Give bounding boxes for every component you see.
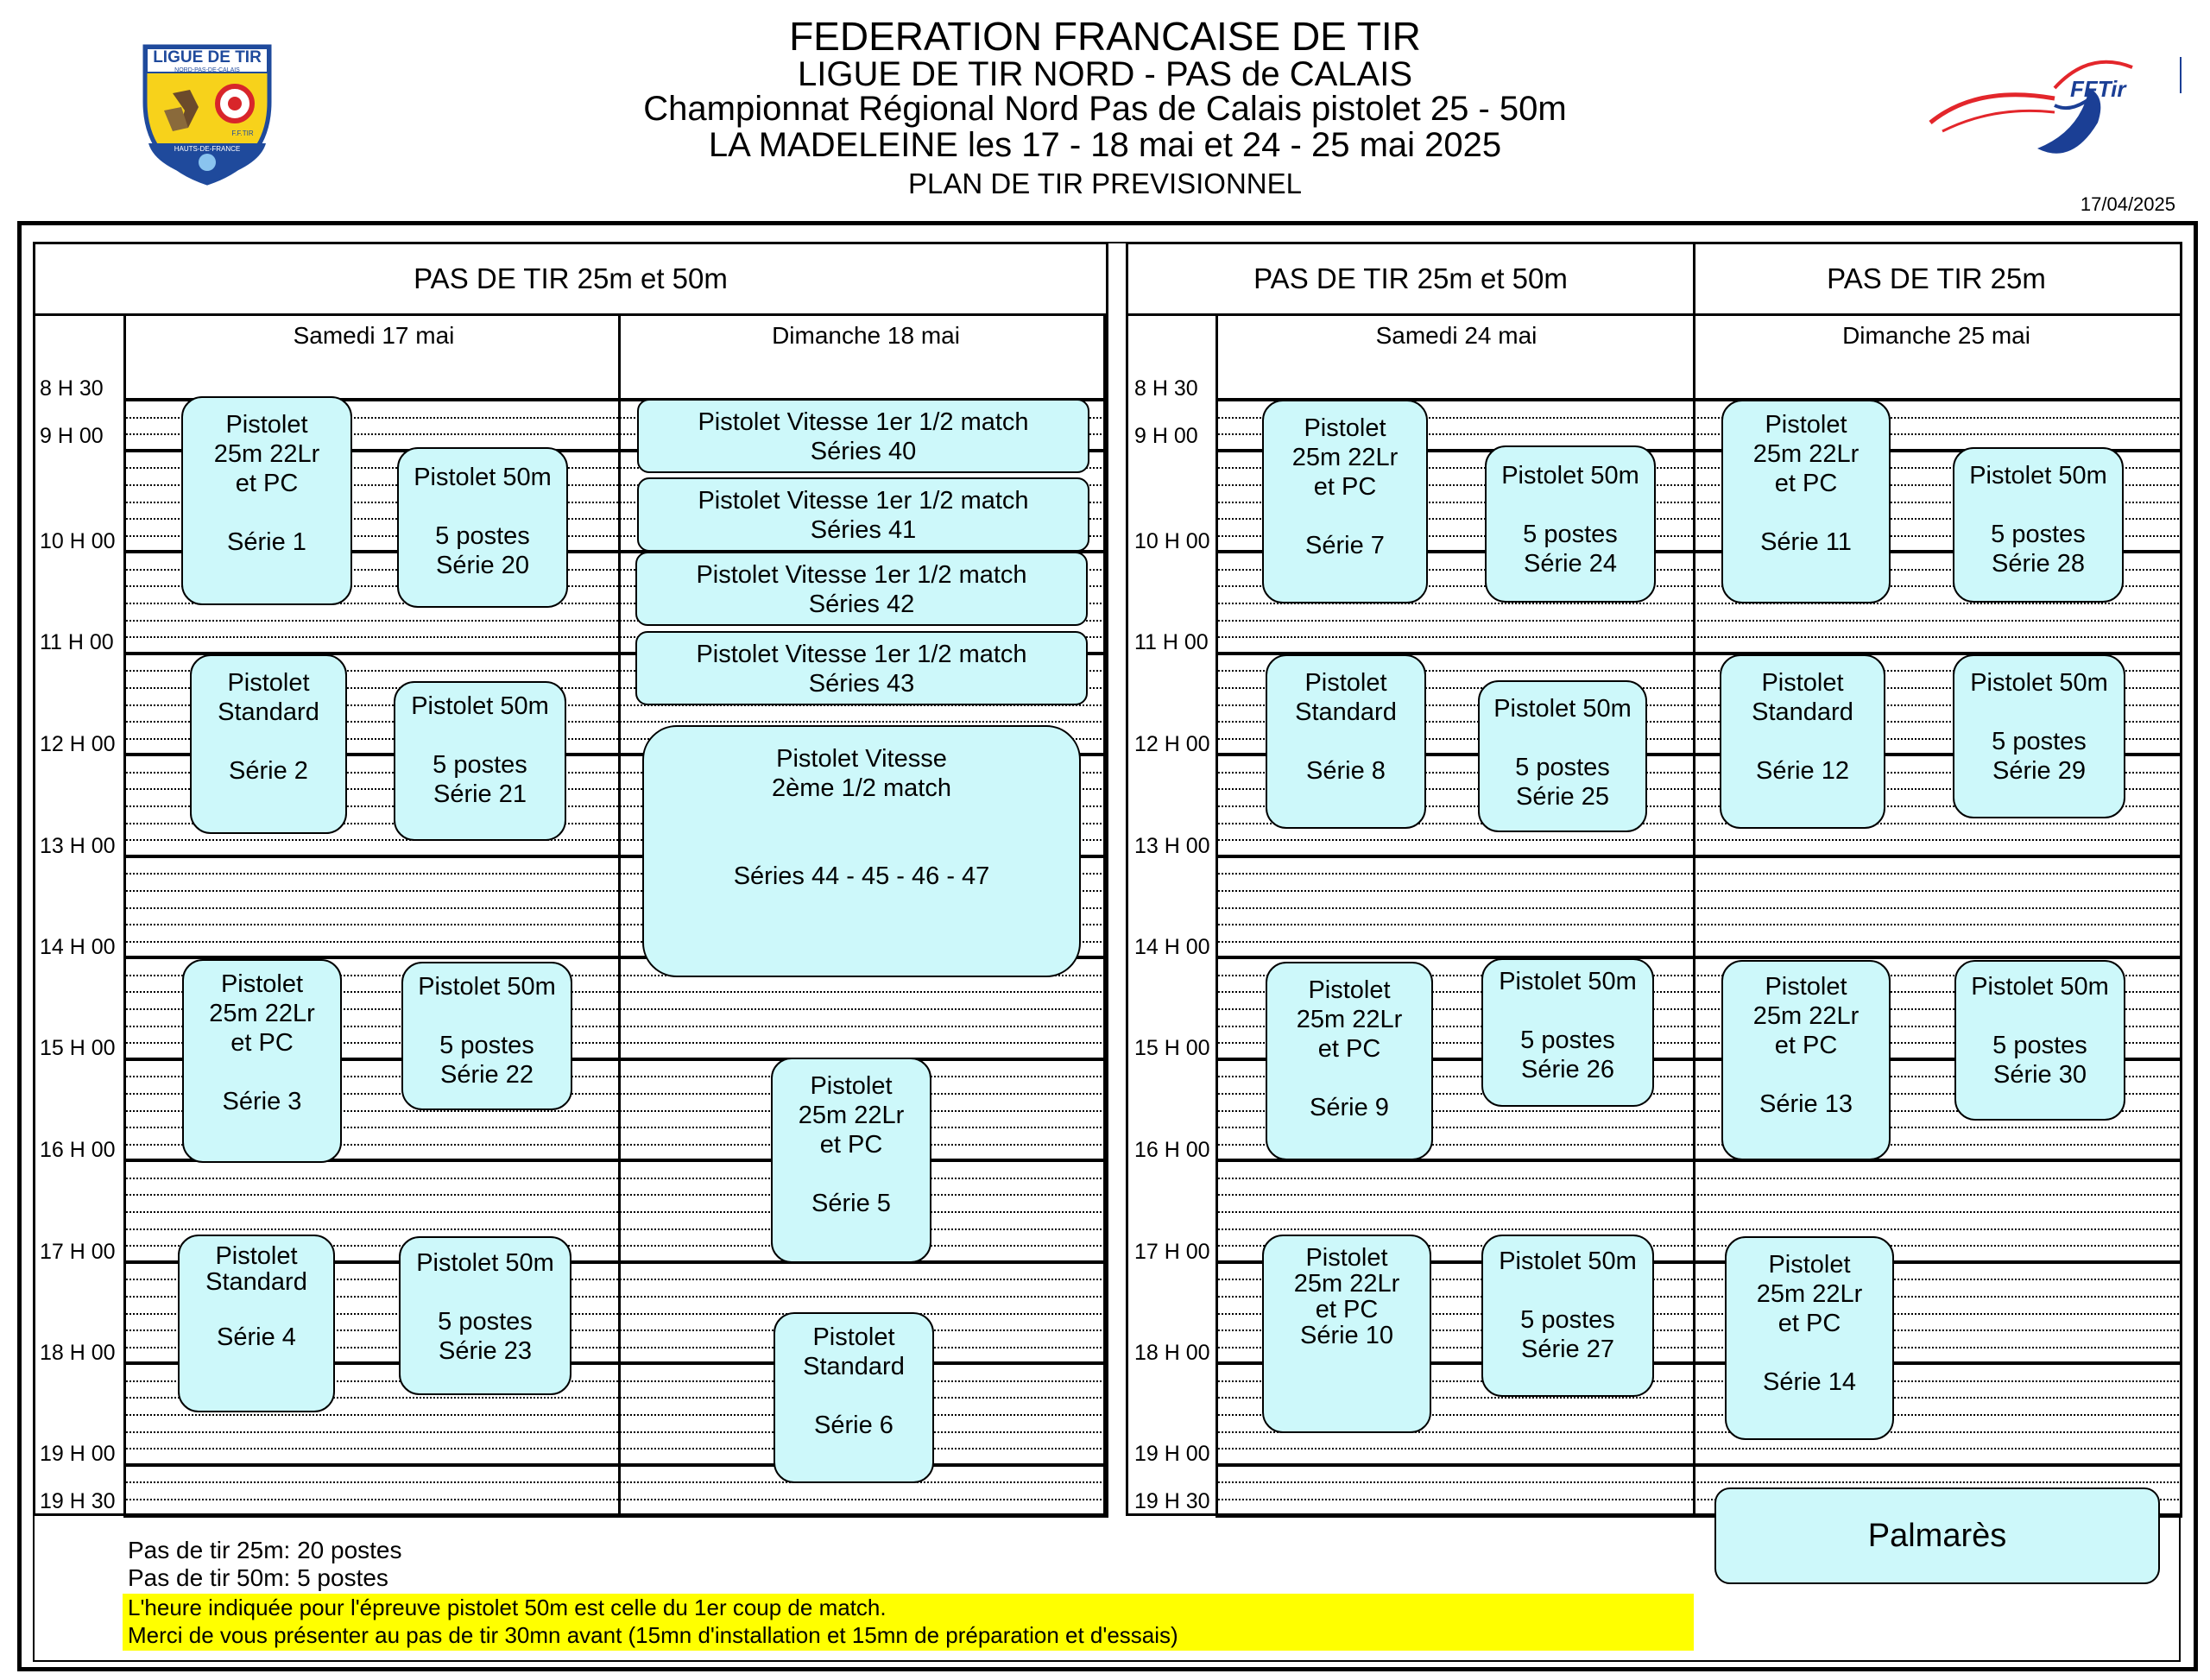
- event-serie-9[interactable]: [1266, 962, 1433, 1160]
- time-label: 19 H 30: [1134, 1489, 1210, 1513]
- time-label: 12 H 00: [1134, 732, 1210, 756]
- event-line: 25m 22Lr: [213, 440, 320, 468]
- event-line: Pistolet 50m: [1969, 462, 2107, 489]
- time-label: 11 H 00: [1134, 630, 1209, 654]
- event-series-41[interactable]: [637, 477, 1089, 552]
- event-serie-26[interactable]: [1481, 958, 1654, 1107]
- event-line: Série 27: [1520, 1336, 1614, 1363]
- event-line: Série 13: [1759, 1090, 1853, 1118]
- event-serie-25[interactable]: [1478, 680, 1647, 832]
- grid-10min-line: [1693, 839, 2182, 841]
- event-line: Série 1: [227, 528, 306, 556]
- event-line: Pistolet: [215, 1242, 298, 1270]
- event-line: Série 21: [433, 780, 527, 808]
- grid-10min-line: [1693, 1481, 2182, 1483]
- grid-10min-line: [123, 1414, 1108, 1416]
- time-label: 14 H 00: [40, 935, 116, 959]
- event-line: Pistolet: [1761, 669, 1844, 697]
- grid-10min-line: [1216, 839, 1693, 841]
- event-series-44-47[interactable]: [642, 725, 1081, 977]
- note-start-time: L'heure indiquée pour l'épreuve pistolet 50m est celle du 1er coup de match.: [128, 1595, 887, 1620]
- event-line: et PC: [1315, 1296, 1379, 1323]
- footer-50m-postes: Pas de tir 50m: 5 postes: [128, 1564, 388, 1591]
- grid-10min-line: [1693, 924, 2182, 925]
- time-label: 15 H 00: [40, 1036, 116, 1060]
- time-label: 14 H 00: [1134, 935, 1210, 959]
- event-line: Série 23: [438, 1337, 532, 1365]
- event-serie-29[interactable]: [1953, 654, 2125, 818]
- time-label: 19 H 00: [40, 1442, 116, 1466]
- event-line: Série 29: [1992, 757, 2086, 785]
- event-line: 25m 22Lr: [1296, 1006, 1403, 1033]
- panel-weekend-1-title: PAS DE TIR 25m et 50m: [35, 244, 1106, 316]
- grid-10min-line: [1693, 1448, 2182, 1449]
- grid-10min-line: [1693, 1178, 2182, 1179]
- event-line: Série 22: [439, 1061, 534, 1089]
- event-serie-22[interactable]: [401, 962, 572, 1110]
- event-line: 25m 22Lr: [798, 1102, 905, 1129]
- day-header-samedi-24: Samedi 24 mai: [1375, 322, 1538, 349]
- ligue-logo: [138, 41, 276, 186]
- event-line: Pistolet: [1304, 669, 1387, 697]
- grid-10min-line: [1216, 1178, 1693, 1179]
- event-serie-2[interactable]: [190, 654, 347, 834]
- event-line: et PC: [819, 1131, 883, 1159]
- event-line: Standard: [1752, 698, 1853, 726]
- event-line: 5 postes: [1520, 1026, 1615, 1054]
- event-line: Pistolet: [225, 411, 308, 439]
- time-label: 17 H 00: [1134, 1240, 1210, 1264]
- event-line: Séries 41: [810, 516, 917, 544]
- event-line: 25m 22Lr: [209, 1000, 315, 1027]
- time-label: 18 H 00: [1134, 1341, 1210, 1365]
- palmares-box[interactable]: Palmarès: [1714, 1487, 2160, 1584]
- event-line: et PC: [235, 470, 299, 497]
- grid-10min-line: [1216, 636, 1693, 638]
- event-line: Série 2: [229, 757, 308, 785]
- time-label: 12 H 00: [40, 732, 116, 756]
- event-series-43[interactable]: [635, 631, 1088, 705]
- event-serie-24[interactable]: [1485, 445, 1656, 603]
- event-line: 25m 22Lr: [1752, 1002, 1860, 1030]
- event-line: 5 postes: [438, 1308, 533, 1336]
- grid-hour-line: [1216, 855, 1693, 858]
- event-line: Standard: [205, 1268, 307, 1296]
- event-serie-12[interactable]: [1720, 654, 1885, 829]
- event-line: Pistolet 50m: [416, 1249, 554, 1277]
- event-line: Séries 44 - 45 - 46 - 47: [733, 862, 990, 890]
- event-serie-7[interactable]: [1262, 400, 1428, 603]
- grid-10min-line: [1693, 1211, 2182, 1213]
- event-line: Série 5: [811, 1190, 891, 1217]
- event-line: Séries 40: [810, 438, 917, 465]
- time-label: 9 H 00: [40, 424, 104, 448]
- grid-hour-line: [123, 1463, 1108, 1467]
- event-serie-3[interactable]: [182, 959, 342, 1163]
- event-line: Pistolet: [1765, 973, 1847, 1001]
- grid-hour-line: [1693, 956, 2182, 959]
- fftir-logo-text: FFTir: [2070, 76, 2126, 102]
- grid-10min-line: [1216, 1448, 1693, 1449]
- fftir-logo: [1925, 54, 2193, 166]
- grid-hour-line: [1216, 1514, 1693, 1518]
- grid-10min-line: [1693, 1194, 2182, 1196]
- event-line: Pistolet: [1765, 411, 1847, 439]
- event-line: 5 postes: [1520, 1306, 1615, 1334]
- event-line: Série 28: [1991, 550, 2085, 578]
- event-line: 5 postes: [1992, 1032, 2087, 1059]
- event-line: Série 8: [1306, 757, 1386, 785]
- time-label: 9 H 00: [1134, 424, 1198, 448]
- event-line: et PC: [230, 1029, 294, 1057]
- time-label: 11 H 00: [40, 630, 114, 654]
- grid-10min-line: [1216, 873, 1693, 875]
- time-label: 13 H 00: [1134, 834, 1210, 858]
- event-series-42[interactable]: [635, 552, 1088, 626]
- grid-10min-line: [123, 1178, 1108, 1179]
- event-line: 5 postes: [439, 1032, 534, 1059]
- event-line: Standard: [803, 1353, 905, 1380]
- day-header-rule: [1216, 313, 2182, 316]
- day-header-samedi-17: Samedi 17 mai: [293, 322, 455, 349]
- grid-hour-line: [1693, 855, 2182, 858]
- ligue-title: LIGUE DE TIR NORD - PAS de CALAIS: [797, 55, 1413, 93]
- federation-title: FEDERATION FRANCAISE DE TIR: [789, 14, 1421, 59]
- time-label: 8 H 30: [1134, 376, 1198, 401]
- event-line: Pistolet 50m: [411, 692, 549, 720]
- grid-10min-line: [123, 1431, 1108, 1433]
- grid-hour-line: [1216, 1463, 1693, 1467]
- event-line: Série 10: [1299, 1322, 1393, 1349]
- time-label: 13 H 00: [40, 834, 116, 858]
- event-line: Pistolet Vitesse 1er 1/2 match: [696, 641, 1027, 668]
- event-line: 25m 22Lr: [1756, 1280, 1863, 1308]
- event-line: Pistolet: [1305, 1244, 1388, 1272]
- event-line: Séries 42: [808, 591, 915, 618]
- grid-hour-line: [1693, 1463, 2182, 1467]
- ligue-logo-subtext: NORD-PAS-DE-CALAIS: [174, 67, 240, 73]
- time-label: 17 H 00: [40, 1240, 116, 1264]
- event-line: et PC: [1774, 1032, 1838, 1059]
- panel-25m-title: PAS DE TIR 25m: [1693, 244, 2180, 316]
- event-line: Série 24: [1523, 550, 1617, 578]
- event-serie-11[interactable]: [1721, 400, 1891, 603]
- event-line: Pistolet: [1768, 1251, 1851, 1279]
- event-serie-30[interactable]: [1954, 960, 2125, 1121]
- event-line: Pistolet 50m: [1493, 695, 1632, 723]
- championship-title: Championnat Régional Nord Pas de Calais pistolet 25 - 50m: [643, 90, 1567, 128]
- event-line: Pistolet: [227, 669, 310, 697]
- time-label: 19 H 00: [1134, 1442, 1210, 1466]
- location-dates: LA MADELEINE les 17 - 18 mai et 24 - 25 mai 2025: [708, 126, 1502, 164]
- event-serie-20[interactable]: [397, 447, 568, 608]
- grid-10min-line: [123, 1194, 1108, 1196]
- grid-10min-line: [1216, 1194, 1693, 1196]
- event-line: Pistolet Vitesse 1er 1/2 match: [698, 487, 1029, 515]
- column-divider: [123, 313, 126, 1516]
- grid-10min-line: [123, 1499, 1108, 1500]
- grid-10min-line: [1216, 890, 1693, 892]
- event-line: Série 12: [1755, 757, 1849, 785]
- event-serie-10[interactable]: [1262, 1235, 1431, 1433]
- event-line: et PC: [1317, 1035, 1381, 1063]
- event-line: Série 25: [1515, 783, 1609, 811]
- event-line: Série 4: [217, 1323, 296, 1351]
- event-line: et PC: [1313, 473, 1377, 501]
- panel-weekend-2-title: PAS DE TIR 25m et 50m: [1128, 244, 1693, 316]
- event-line: Pistolet: [812, 1323, 895, 1351]
- time-label: 16 H 00: [40, 1138, 116, 1162]
- event-serie-23[interactable]: [399, 1236, 571, 1395]
- grid-10min-line: [1216, 1228, 1693, 1230]
- plan-title: PLAN DE TIR PREVISIONNEL: [907, 167, 1303, 199]
- event-serie-5[interactable]: [771, 1058, 931, 1263]
- ligue-logo-text: LIGUE DE TIR: [153, 48, 262, 66]
- event-line: Pistolet Vitesse 1er 1/2 match: [696, 561, 1027, 589]
- event-line: et PC: [1777, 1310, 1841, 1337]
- event-line: 25m 22Lr: [1752, 440, 1860, 468]
- event-serie-8[interactable]: [1266, 654, 1426, 829]
- event-line: Pistolet 50m: [1970, 669, 2108, 697]
- day-header-dimanche-18: Dimanche 18 mai: [772, 322, 960, 349]
- day-header-rule: [123, 313, 1108, 316]
- grid-10min-line: [1216, 941, 1693, 943]
- grid-10min-line: [1216, 1499, 1693, 1500]
- event-line: 25m 22Lr: [1293, 1270, 1400, 1298]
- event-serie-13[interactable]: [1721, 960, 1891, 1160]
- ligue-logo-region: HAUTS-DE-FRANCE: [174, 145, 241, 153]
- event-line: Pistolet Vitesse: [776, 745, 947, 773]
- event-line: Série 30: [1992, 1061, 2087, 1089]
- event-line: Série 26: [1520, 1056, 1614, 1083]
- event-line: Pistolet 50m: [1499, 968, 1637, 995]
- event-line: Pistolet: [810, 1072, 893, 1100]
- grid-10min-line: [123, 1481, 1108, 1483]
- event-line: Pistolet 50m: [414, 464, 552, 491]
- event-line: Série 7: [1305, 532, 1385, 559]
- event-line: et PC: [1774, 470, 1838, 497]
- column-divider: [1216, 313, 1218, 1516]
- event-line: Pistolet: [220, 970, 304, 998]
- event-line: Série 14: [1762, 1368, 1856, 1396]
- event-line: Pistolet Vitesse 1er 1/2 match: [698, 408, 1029, 436]
- ligue-logo-fft: F.F.TIR: [231, 129, 254, 137]
- event-line: Pistolet: [1304, 414, 1386, 442]
- grid-10min-line: [1216, 924, 1693, 925]
- column-divider: [1103, 313, 1106, 1516]
- event-line: Série 9: [1310, 1094, 1389, 1121]
- event-line: Séries 43: [808, 670, 915, 698]
- time-label: 8 H 30: [40, 376, 104, 401]
- grid-10min-line: [1693, 636, 2182, 638]
- grid-10min-line: [123, 1211, 1108, 1213]
- event-line: 2ème 1/2 match: [772, 774, 951, 802]
- event-line: 5 postes: [435, 522, 530, 550]
- event-line: Pistolet 50m: [1499, 1247, 1637, 1275]
- event-line: 5 postes: [433, 751, 527, 779]
- event-serie-14[interactable]: [1725, 1236, 1894, 1440]
- grid-10min-line: [1693, 941, 2182, 943]
- event-line: Série 11: [1760, 528, 1852, 556]
- footer-25m-postes: Pas de tir 25m: 20 postes: [128, 1537, 402, 1563]
- time-label: 16 H 00: [1134, 1138, 1210, 1162]
- grid-10min-line: [1693, 907, 2182, 909]
- event-serie-4[interactable]: [178, 1235, 335, 1412]
- event-line: Pistolet 50m: [418, 973, 556, 1001]
- grid-10min-line: [1693, 890, 2182, 892]
- grid-hour-line: [123, 1514, 1108, 1518]
- note-arrival: Merci de vous présenter au pas de tir 30mn avant (15mn d'installation et 15mn de préparation et d'essais): [128, 1622, 1178, 1648]
- event-line: 5 postes: [1992, 728, 2087, 755]
- day-header-dimanche-25: Dimanche 25 mai: [1842, 322, 2030, 349]
- event-line: Pistolet: [1308, 976, 1391, 1004]
- event-series-40[interactable]: [637, 399, 1089, 473]
- grid-10min-line: [123, 1228, 1108, 1230]
- event-line: Pistolet 50m: [1971, 973, 2109, 1001]
- time-label: 10 H 00: [40, 529, 116, 553]
- grid-10min-line: [1216, 907, 1693, 909]
- event-line: 5 postes: [1523, 521, 1618, 548]
- document-date: 17/04/2025: [2080, 193, 2175, 215]
- event-line: 25m 22Lr: [1291, 444, 1399, 471]
- event-line: Série 20: [435, 552, 529, 579]
- event-line: Standard: [1295, 698, 1397, 726]
- event-line: Pistolet 50m: [1501, 462, 1639, 489]
- grid-10min-line: [1216, 1211, 1693, 1213]
- event-line: Standard: [218, 698, 319, 726]
- grid-10min-line: [1693, 873, 2182, 875]
- event-line: 5 postes: [1991, 521, 2086, 548]
- grid-10min-line: [1216, 1481, 1693, 1483]
- event-line: Série 3: [222, 1088, 302, 1115]
- grid-10min-line: [1216, 620, 1693, 622]
- time-label: 19 H 30: [40, 1489, 116, 1513]
- event-serie-28[interactable]: [1953, 447, 2124, 603]
- event-serie-21[interactable]: [394, 681, 566, 841]
- time-label: 18 H 00: [40, 1341, 116, 1365]
- time-label: 10 H 00: [1134, 529, 1210, 553]
- event-serie-6[interactable]: [774, 1312, 934, 1483]
- event-line: Série 6: [814, 1412, 893, 1439]
- column-divider: [618, 313, 621, 1516]
- event-serie-27[interactable]: [1481, 1235, 1654, 1397]
- grid-10min-line: [1693, 1228, 2182, 1230]
- event-serie-1[interactable]: [181, 396, 352, 605]
- grid-10min-line: [123, 1448, 1108, 1449]
- time-label: 15 H 00: [1134, 1036, 1210, 1060]
- grid-10min-line: [1693, 620, 2182, 622]
- event-line: 5 postes: [1515, 754, 1610, 781]
